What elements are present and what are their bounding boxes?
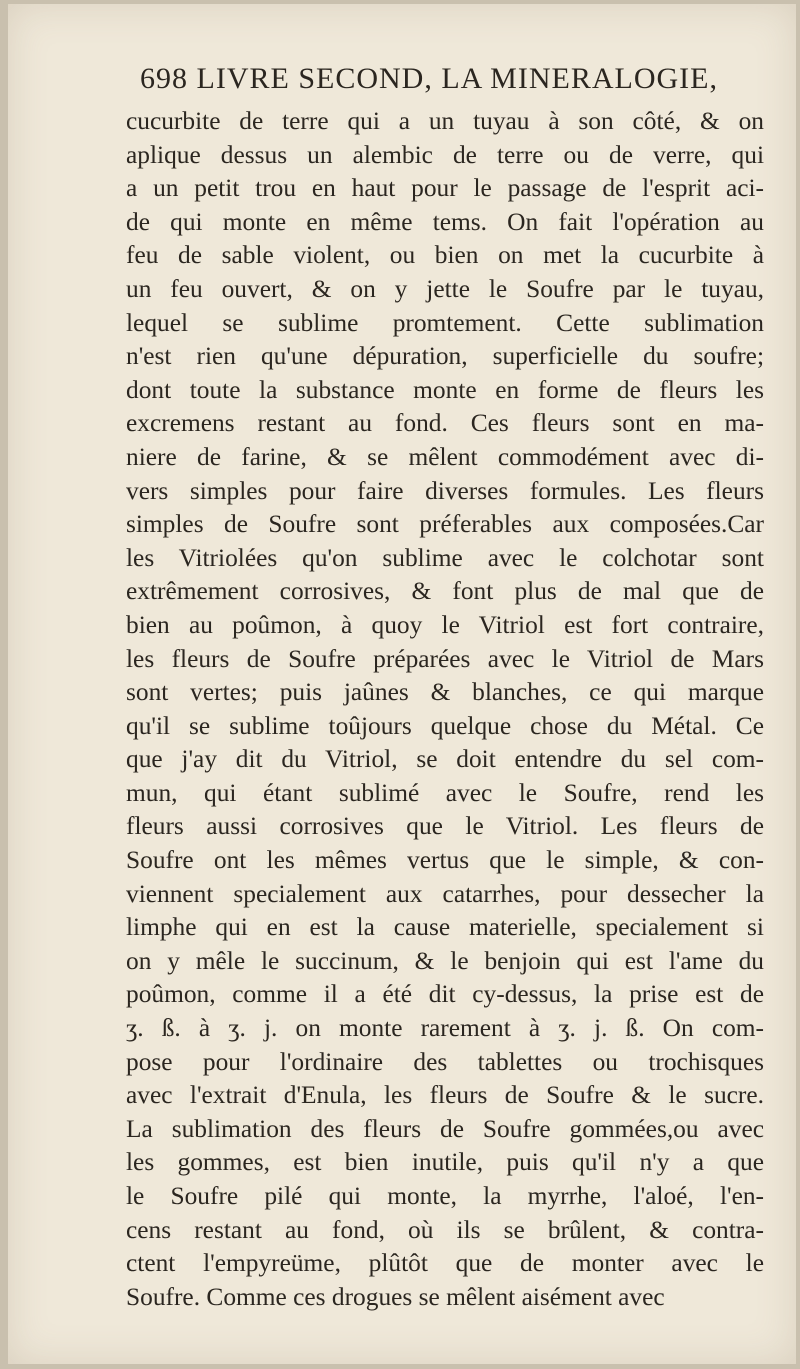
running-header: 698 LIVRE SECOND, LA MINERALOGIE,: [140, 62, 718, 95]
text-line: pose pour l'ordinaire des tablettes ou trochisques: [126, 1047, 764, 1076]
text-line: de qui monte en même tems. On fait l'opération au: [126, 207, 764, 236]
text-line: bien au poûmon, à quoy le Vitriol est fort contraire,: [126, 610, 764, 639]
text-line: cucurbite de terre qui a un tuyau à son côté, & on: [126, 107, 764, 135]
text-line: limphe qui en est la cause materielle, specialement si: [126, 913, 764, 942]
text-line: un feu ouvert, & on y jette le Soufre par le tuyau,: [126, 274, 764, 303]
text-line: mun, qui étant sublimé avec le Soufre, rend les: [126, 778, 764, 807]
text-line: Soufre ont les mêmes vertus que le simple, & con-: [126, 846, 764, 875]
text-line: excremens restant au fond. Ces fleurs sont en ma-: [126, 409, 764, 438]
text-line: simples de Soufre sont préferables aux composées.Car: [126, 510, 764, 539]
text-line: lequel se sublime promtement. Cette sublimation: [126, 308, 764, 337]
text-line: les Vitriolées qu'on sublime avec le colchotar sont: [126, 543, 764, 572]
text-line: niere de farine, & se mêlent commodément avec di-: [126, 442, 764, 471]
text-line: dont toute la substance monte en forme de fleurs les: [126, 375, 764, 404]
text-line: extrêmement corrosives, & font plus de mal que de: [126, 577, 764, 606]
text-line: Soufre. Comme ces drogues se mêlent aisément avec: [126, 1282, 665, 1311]
text-line: les fleurs de Soufre préparées avec le Vitriol de Mars: [126, 644, 764, 673]
body-text: [126, 105, 764, 1314]
text-line: que j'ay dit du Vitriol, se doit entendre du sel com-: [126, 745, 764, 774]
text-line: ctent l'empyreüme, plûtôt que de monter avec le: [126, 1249, 764, 1278]
text-line: cens restant au fond, où ils se brûlent, & contra-: [126, 1215, 764, 1244]
text-line: n'est rien qu'une dépuration, superficielle du soufre;: [126, 342, 764, 371]
text-line: sont vertes; puis jaûnes & blanches, ce qui marque: [126, 678, 764, 707]
text-line: La sublimation des fleurs de Soufre gommées,ou avec: [126, 1114, 764, 1143]
text-line: qu'il se sublime toûjours quelque chose du Métal. Ce: [126, 711, 764, 740]
text-line: poûmon, comme il a été dit cy-dessus, la prise est de: [126, 980, 764, 1009]
text-line: viennent specialement aux catarrhes, pour dessecher la: [126, 879, 764, 908]
text-line: vers simples pour faire diverses formules. Les fleurs: [126, 476, 764, 505]
text-line: ʒ. ß. à ʒ. j. on monte rarement à ʒ. j. ß. On com-: [126, 1014, 764, 1043]
text-line: fleurs aussi corrosives que le Vitriol. Les fleurs de: [126, 812, 764, 841]
text-line: a un petit trou en haut pour le passage de l'esprit aci-: [126, 174, 764, 203]
text-line: avec l'extrait d'Enula, les fleurs de Soufre & le sucre.: [126, 1081, 764, 1110]
text-line: les gommes, est bien inutile, puis qu'il n'y a que: [126, 1148, 764, 1177]
text-line: aplique dessus un alembic de terre ou de verre, qui: [126, 140, 764, 169]
text-line: le Soufre pilé qui monte, la myrrhe, l'aloé, l'en-: [126, 1182, 764, 1210]
text-line: feu de sable violent, ou bien on met la cucurbite à: [126, 241, 764, 270]
book-page: [8, 4, 796, 1364]
text-line: on y mêle le succinum, & le benjoin qui est l'ame du: [126, 946, 764, 975]
